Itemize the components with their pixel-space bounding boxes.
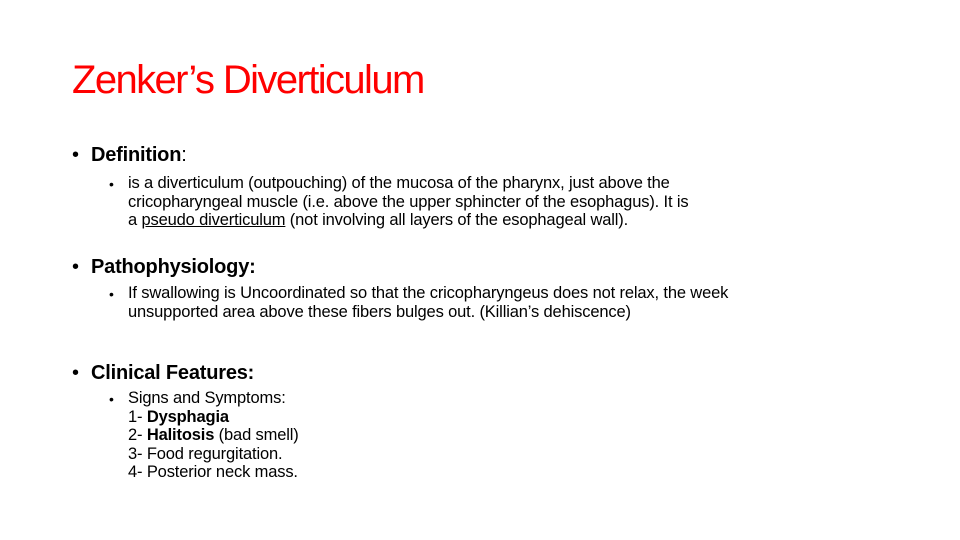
slide-title: Zenker’s Diverticulum: [72, 58, 424, 102]
signs-symptoms-list: [109, 389, 912, 482]
definition-line-3: [128, 211, 912, 230]
symptom-detail: Food regurgitation.: [146, 444, 283, 463]
definition-heading-colon: :: [181, 144, 187, 166]
bullet: •: [72, 144, 79, 166]
symptom-item-1: [128, 408, 912, 427]
pathophysiology-line-1: If swallowing is Uncoordinated so that the cricopharyngeus does not relax, the week: [128, 284, 729, 302]
clinical-features-section: [72, 360, 912, 482]
symptom-term: Dysphagia: [146, 407, 229, 426]
pathophysiology-heading-label: Pathophysiology:: [91, 256, 256, 278]
symptom-number: 4-: [128, 463, 147, 481]
definition-heading: [72, 142, 912, 168]
symptom-detail: Posterior neck mass.: [146, 463, 298, 481]
symptom-item-4: [128, 463, 912, 482]
definition-section: [72, 142, 912, 230]
clinical-features-heading-label: Clinical Features:: [91, 362, 255, 384]
symptom-number: 1-: [128, 407, 147, 426]
pathophysiology-section: [72, 254, 912, 321]
bullet: •: [109, 286, 114, 302]
pathophysiology-text: [109, 284, 912, 321]
definition-line-3-prefix: a: [128, 211, 142, 229]
pathophysiology-line-2: unsupported area above these fibers bulges out. (Killian’s dehiscence): [128, 302, 631, 321]
symptom-item-2: [128, 426, 912, 445]
symptom-detail: (bad smell): [214, 426, 299, 444]
pseudo-diverticulum-term: pseudo diverticulum: [141, 211, 286, 229]
definition-line-1: is a diverticulum (outpouching) of the mucosa of the pharynx, just above the: [128, 174, 670, 192]
definition-line-3-suffix: (not involving all layers of the esophageal wall).: [285, 211, 629, 229]
definition-line-2: cricopharyngeal muscle (i.e. above the upper sphincter of the esophagus). It is: [128, 192, 689, 211]
bullet: •: [72, 256, 79, 278]
definition-text: [109, 174, 912, 230]
symptom-item-3: [128, 445, 912, 464]
bullet: •: [72, 362, 79, 384]
pathophysiology-heading: [72, 254, 912, 280]
bullet: •: [109, 391, 114, 407]
symptom-number: 3-: [128, 444, 147, 463]
bullet: •: [109, 176, 114, 192]
clinical-features-heading: [72, 360, 912, 386]
signs-symptoms-intro: Signs and Symptoms:: [128, 389, 286, 407]
definition-heading-label: Definition: [91, 144, 182, 166]
symptom-term: Halitosis: [146, 426, 215, 444]
symptom-number: 2-: [128, 426, 147, 444]
